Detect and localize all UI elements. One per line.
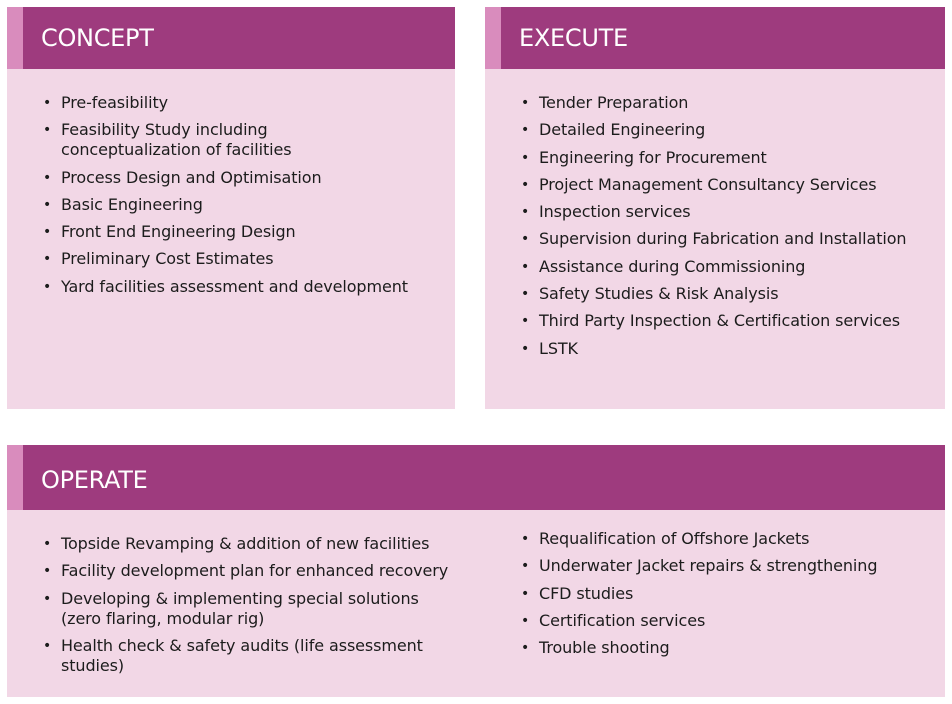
execute-list: [521, 93, 936, 366]
concept-panel: [7, 7, 455, 409]
operate-list-right: [521, 529, 931, 665]
list-item: • Facility development plan for enhanced recovery: [43, 561, 483, 581]
list-item: • Front End Engineering Design: [43, 222, 423, 242]
list-item: • Safety Studies & Risk Analysis: [521, 284, 936, 304]
operate-header: [7, 445, 945, 510]
list-item: • Pre-feasibility: [43, 93, 423, 113]
list-item: • Inspection services: [521, 202, 936, 222]
list-item: • Requalification of Offshore Jackets: [521, 529, 931, 549]
operate-list-left: [43, 534, 483, 683]
list-item: • Yard facilities assessment and development: [43, 277, 423, 297]
list-item: • Feasibility Study including conceptualization of facilities: [43, 120, 411, 160]
operate-header-accent: [7, 445, 23, 510]
concept-header: [7, 7, 455, 69]
list-item: • Developing & implementing special solutions (zero flaring, modular rig): [43, 589, 436, 629]
list-item: • Project Management Consultancy Services: [521, 175, 936, 195]
list-item: • LSTK: [521, 339, 936, 359]
list-item: • Detailed Engineering: [521, 120, 936, 140]
list-item: • Supervision during Fabrication and Installation: [521, 229, 936, 249]
list-item: • Underwater Jacket repairs & strengthening: [521, 556, 931, 576]
list-item: • Tender Preparation: [521, 93, 936, 113]
list-item: • Assistance during Commissioning: [521, 257, 936, 277]
operate-title: OPERATE: [41, 466, 148, 494]
list-item: • Third Party Inspection & Certification services: [521, 311, 936, 331]
operate-panel: [7, 445, 945, 697]
execute-header-accent: [485, 7, 501, 69]
list-item: • Health check & safety audits (life assessment studies): [43, 636, 483, 676]
concept-list: [43, 93, 423, 304]
concept-title: CONCEPT: [41, 24, 154, 52]
execute-header: [485, 7, 945, 69]
list-item: • Basic Engineering: [43, 195, 423, 215]
execute-panel: [485, 7, 945, 409]
list-item: • Trouble shooting: [521, 638, 931, 658]
list-item: • Process Design and Optimisation: [43, 168, 423, 188]
list-item: • Certification services: [521, 611, 931, 631]
concept-header-accent: [7, 7, 23, 69]
list-item: • Preliminary Cost Estimates: [43, 249, 423, 269]
execute-title: EXECUTE: [519, 24, 628, 52]
list-item: • CFD studies: [521, 584, 931, 604]
list-item: • Engineering for Procurement: [521, 148, 936, 168]
list-item: • Topside Revamping & addition of new facilities: [43, 534, 483, 554]
